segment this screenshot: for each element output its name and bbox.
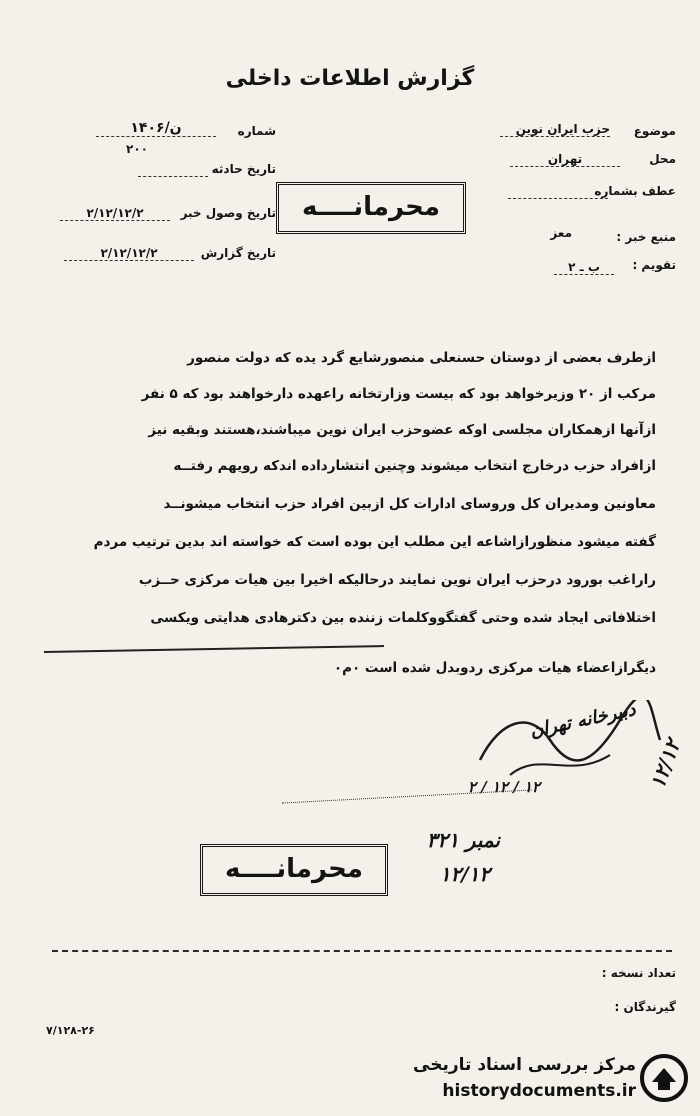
- copies-label: تعداد نسخه :: [601, 966, 676, 980]
- bottom-divider: [52, 950, 672, 952]
- body-line-1: ازطرف بعضی از دوستان حسنعلی منصورشایع گرد یده که دولت منصور: [187, 350, 656, 366]
- confidential-stamp-bottom: محرمانــــه: [200, 844, 388, 896]
- source-value: معز: [550, 226, 572, 240]
- body-line-8: اختلافاتی ایجاد شده وحتی گفتگووکلمات زننده بین دکترهادی هدایتی ویکسی: [150, 610, 656, 626]
- location-label: محل: [649, 152, 676, 166]
- body-line-5: معاونین ومدیران کل وروسای ادارات کل ازبین افراد حزب انتخاب میشونــد: [163, 496, 656, 512]
- body-line-6: گفته میشود منظورازاشاعه این مطلب این بوده است که خواسته اند بدین ترتیب مردم: [93, 534, 656, 550]
- number-value: ن/۱۴۰۶: [96, 120, 216, 137]
- handwritten-note: دبیرخانه تهران: [527, 699, 638, 742]
- footer-org-name: مرکز بررسی اسناد تاریخی: [413, 1055, 636, 1075]
- document-title: گزارش اطلاعات داخلی: [225, 66, 475, 91]
- handwritten-date-line: ۲ / ۱۲ / ۱۲: [467, 778, 540, 796]
- received-date-value: ۲/۱۲/۱۲/۲: [60, 206, 170, 221]
- report-date-value: ۲/۱۲/۱۲/۲: [64, 246, 194, 261]
- report-date-label: تاریخ گزارش: [200, 246, 276, 260]
- incident-date-line: [138, 176, 208, 177]
- confidential-stamp-top: محرمانــــه: [276, 182, 466, 234]
- body-line-4: ازافراد حزب درخارج انتخاب میشوند وچنین انتشارداده اندکه رویهم رفتــه: [173, 458, 656, 474]
- footer-website[interactable]: historydocuments.ir: [442, 1081, 636, 1101]
- evaluation-value: ب ـ ۲: [554, 260, 614, 275]
- incident-date-label: تاریخ حادثه: [211, 162, 276, 176]
- archive-logo-icon: [638, 1052, 690, 1104]
- body-line-2: مرکب از ۲۰ وزیرخواهد بود که بیست وزارتخانه راعهده دارخواهند بود که ۵ نفر: [141, 386, 656, 402]
- body-line-3: ازآنها ازهمکاران مجلسی اوکه عضوحزب ایران نوین میباشند،هستند وبقیه نیز: [148, 422, 656, 438]
- subject-label: موضوع: [633, 124, 676, 138]
- signature-scribble: [470, 700, 670, 790]
- evaluation-label: تقویم :: [632, 258, 676, 272]
- recipients-label: گیرندگان :: [614, 1000, 676, 1014]
- number-sub: ۲۰۰: [126, 142, 148, 156]
- reference-line: [508, 198, 608, 199]
- location-value: تهران: [510, 152, 620, 167]
- body-line-7: راراغب بورود درحزب ایران نوین نمایند درحالیکه اخیرا بین هیات مرکزی حــزب: [138, 572, 656, 588]
- handwritten-number: نمبر ۳۲۱: [426, 828, 500, 852]
- margin-date-note: ۱۲/۱۲: [645, 736, 686, 792]
- number-label: شماره: [237, 124, 276, 138]
- handwritten-dotted-line: [282, 789, 532, 803]
- source-label: منبع خبر :: [616, 230, 676, 244]
- subject-value: حزب ایران نوین: [500, 122, 610, 137]
- reference-label: عطف بشماره: [594, 184, 676, 198]
- received-date-label: تاریخ وصول خبر: [180, 206, 276, 220]
- handwritten-underline: [44, 645, 384, 653]
- handwritten-date: ۱۲/۱۲: [439, 862, 490, 886]
- body-line-9: دیگرازاعضاء هیات مرکزی ردوبدل شده است ۰م۰: [333, 660, 656, 676]
- form-code: ۷/۱۲۸-۲۶: [46, 1024, 95, 1037]
